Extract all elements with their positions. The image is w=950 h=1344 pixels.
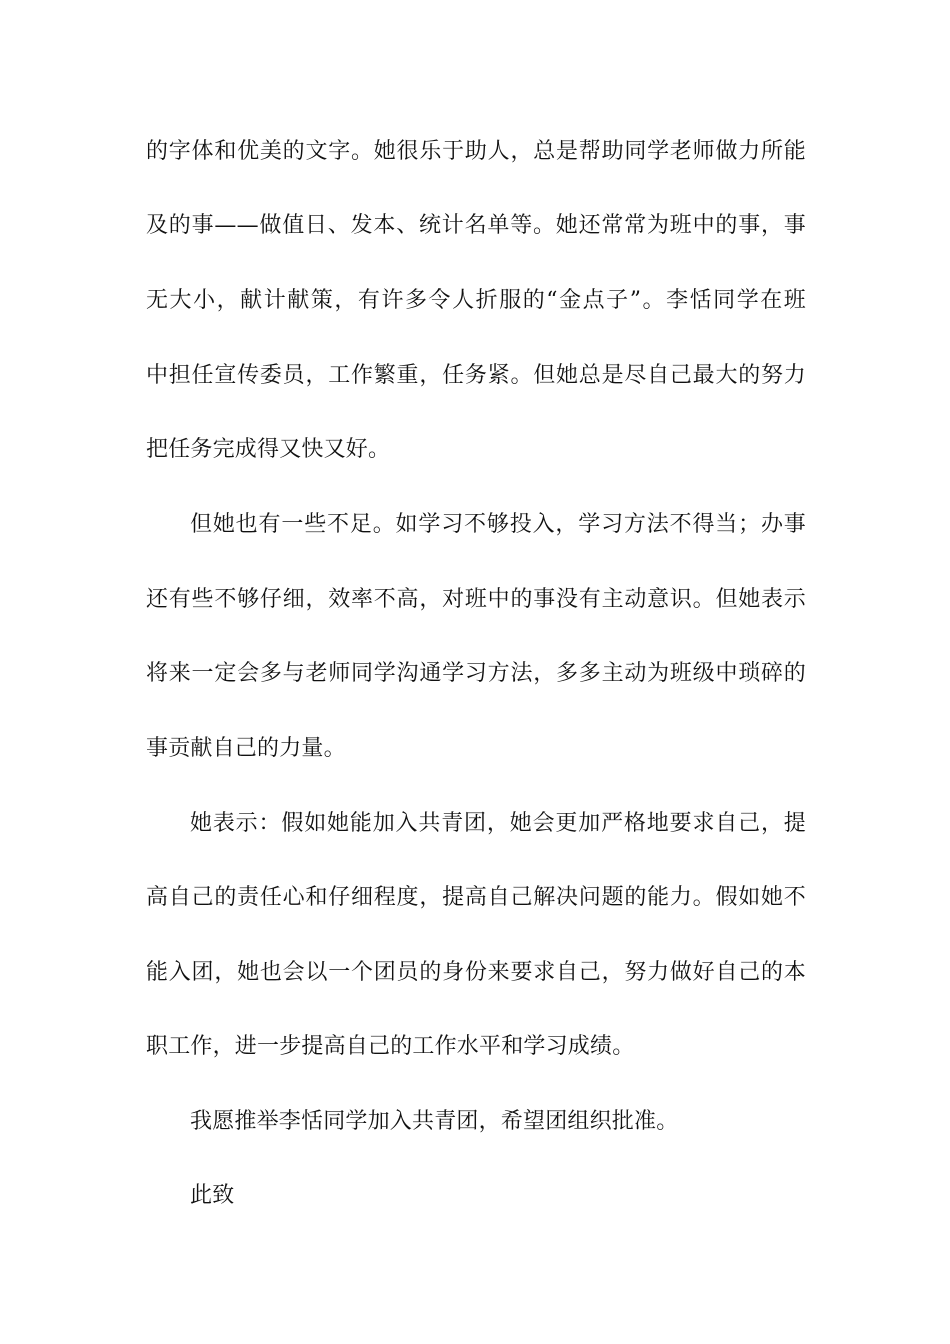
paragraph-3-line-2: 高自己的责任心和仔细程度，提高自己解决问题的能力。假如她不 [146,885,806,910]
paragraph-2-line-2: 还有些不够仔细，效率不高，对班中的事没有主动意识。但她表示 [146,587,806,612]
paragraph-1-line-1: 的字体和优美的文字。她很乐于助人，总是帮助同学老师做力所能 [146,139,806,164]
paragraph-1-line-4: 中担任宣传委员，工作繁重，任务紧。但她总是尽自己最大的努力 [146,363,806,388]
paragraph-3-line-4: 职工作，进一步提高自己的工作水平和学习成绩。 [146,1034,635,1059]
recommendation-line: 我愿推举李恬同学加入共青团，希望团组织批准。 [190,1109,679,1134]
paragraph-3-line-1: 她表示：假如她能加入共青团，她会更加严格地要求自己，提 [190,811,806,836]
paragraph-2-line-1: 但她也有一些不足。如学习不够投入，学习方法不得当；办事 [190,512,806,537]
paragraph-1-line-3: 无大小，献计献策，有许多令人折服的“金点子”。李恬同学在班 [146,288,806,313]
paragraph-3-line-3: 能入团，她也会以一个团员的身份来要求自己，努力做好自己的本 [146,960,806,985]
paragraph-2-line-3: 将来一定会多与老师同学沟通学习方法，多多主动为班级中琐碎的 [146,661,806,686]
paragraph-1-line-5: 把任务完成得又快又好。 [146,437,391,462]
paragraph-1-line-2: 及的事——做值日、发本、统计名单等。她还常常为班中的事，事 [146,213,806,238]
paragraph-2-line-4: 事贡献自己的力量。 [146,736,346,761]
closing-salutation: 此致 [190,1183,235,1208]
